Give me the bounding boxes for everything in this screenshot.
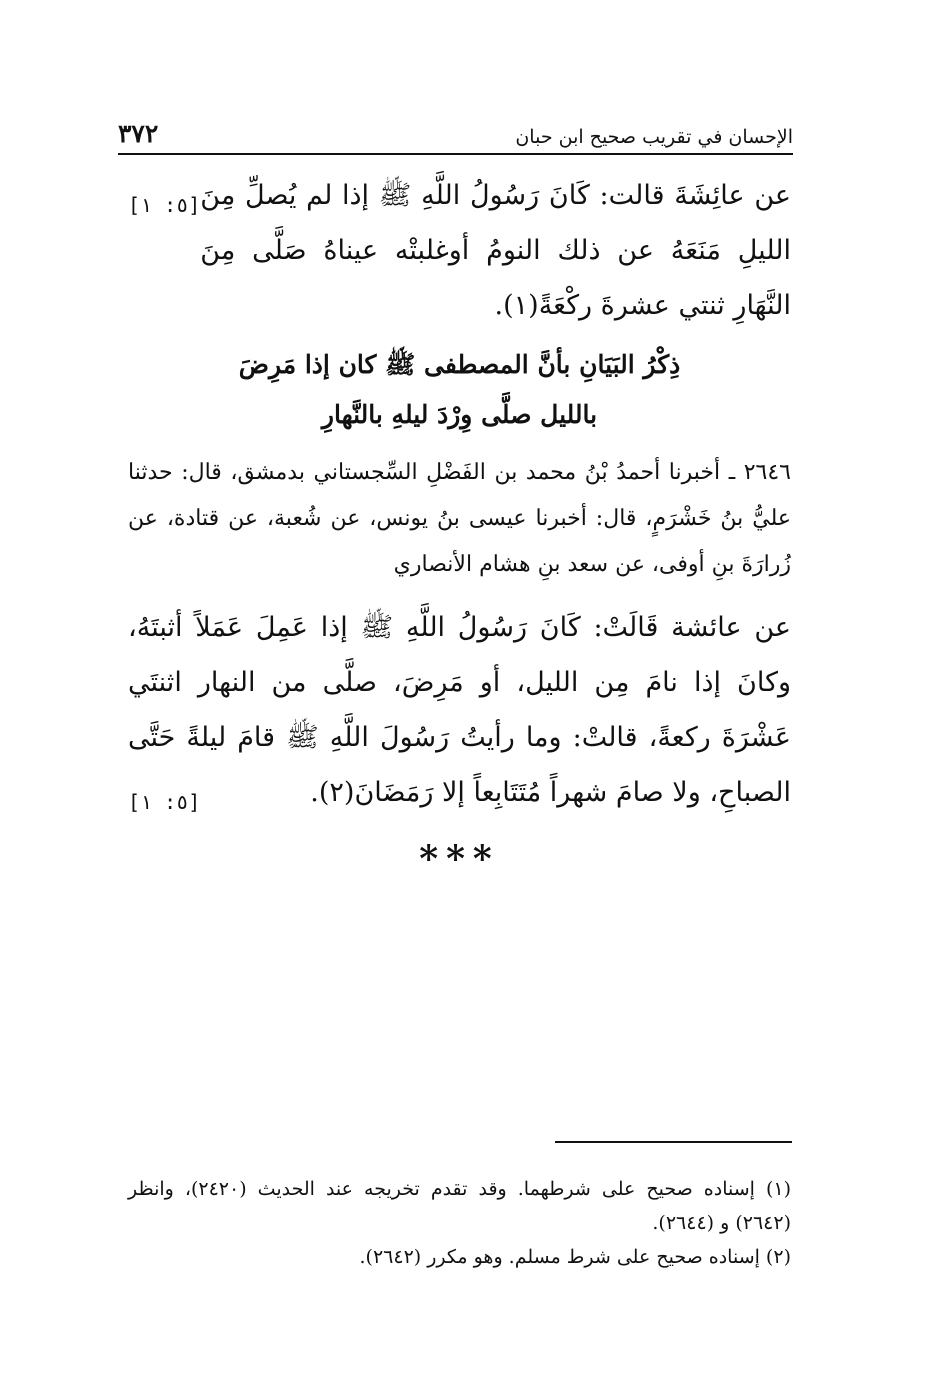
chapter-heading (128, 340, 791, 440)
hadith-reference-2: [٥: ١] (128, 790, 201, 814)
running-title: الإحسان في تقريب صحيح ابن حبان (515, 126, 793, 148)
header-rule (118, 153, 793, 155)
footnote-2: (٢) إسناده صحيح على شرط مسلم. وهو مكرر (٢٦٤٢). (359, 1246, 791, 1268)
hadith-text-1 (128, 168, 791, 333)
page-number: ٣٧٢ (118, 119, 159, 148)
footnote-1: (١) إسناده صحيح على شرطهما. وقد تقدم تخريجه عند الحديث (٢٤٢٠)، وانظر (٢٦٤٢) و (٢٦٤٤). (128, 1178, 791, 1234)
hadith-text-2 (128, 600, 791, 820)
footnotes (128, 1172, 791, 1274)
chapter-heading-line-1: ذِكْرُ البَيَانِ بأنَّ المصطفى ﷺ كان إذا مَرِضَ (238, 350, 681, 379)
hadith-paragraph-1: عن عائِشَةَ قالت: كَانَ رَسُولُ اللَّهِ ﷺ إذا لم يُصلِّ مِنَ الليلِ مَنَعَهُ عن ذلك النومُ أوغلبتْه عيناهُ صَلَّى مِنَ النَّهَارِ ثنتي عشرةَ ركْعَةً(١). (200, 180, 791, 321)
hadith-reference-1: [٥: ١] (128, 193, 201, 217)
chapter-heading-line-2: بالليل صلَّى وِرْدَ ليلهِ بالنَّهارِ (321, 400, 598, 429)
section-separator: *** (419, 838, 500, 880)
footnote-rule (555, 1141, 792, 1143)
isnad-paragraph: ٢٦٤٦ ـ أخبرنا أحمدُ بْنُ محمد بن الفَضْلِ السِّجستاني بدمشق، قال: حدثنا عليُّ بنُ خَشْرَمٍ، قال: أخبرنا عيسى بنُ يونس، عن شُعبة، عن قتادة، عن زُرارَةَ بنِ أوفى، عن سعد بنِ هشام الأنصاري (128, 460, 791, 577)
hadith-paragraph-2: عن عائشة قَالَتْ: كَانَ رَسُولُ اللَّهِ ﷺ إذا عَمِلَ عَمَلاً أثبتَهُ، وكانَ إذا نامَ مِن الليل، أو مَرِضَ، صلَّى من النهار اثنتَي عَشْرَةَ ركعةً، قالتْ: وما رأيتُ رَسُولَ اللَّهِ ﷺ قامَ ليلةً حَتَّى الصباحِ، ولا صامَ شهراً مُتَتَابِعاً إلا رَمَضَانَ(٢). (128, 612, 791, 808)
page-header (118, 108, 793, 148)
